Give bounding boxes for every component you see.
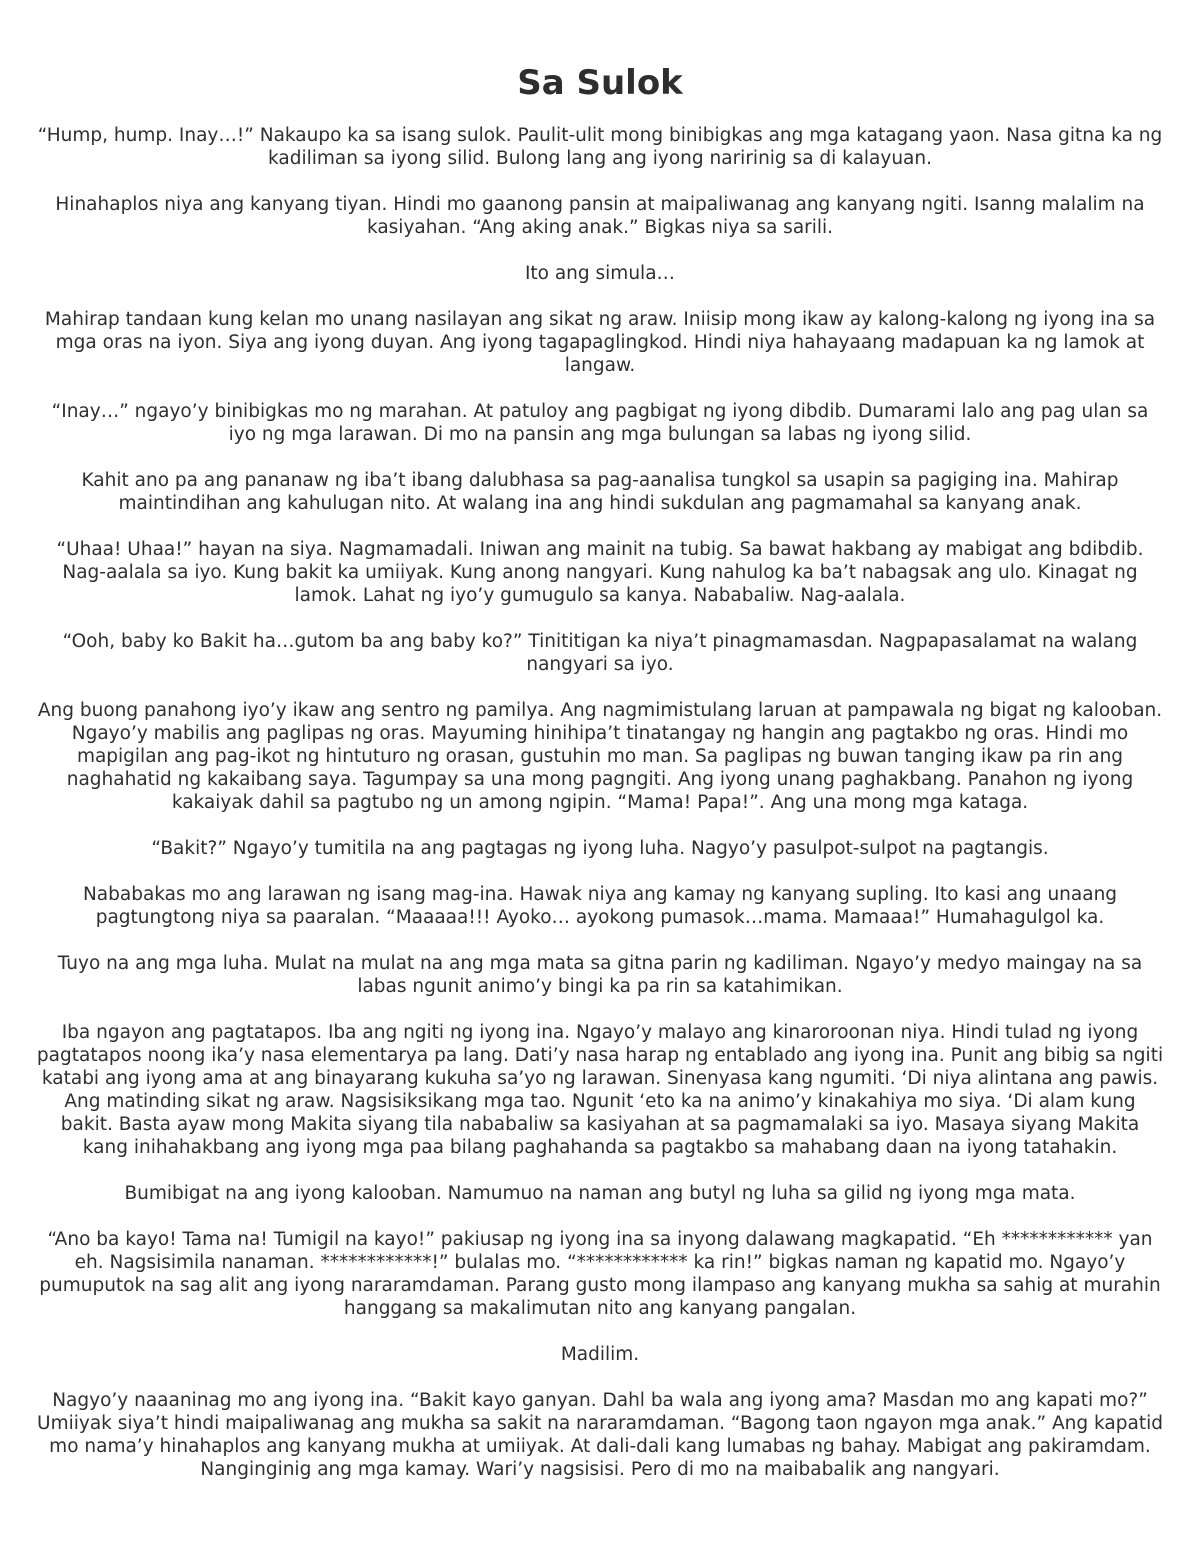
document-page xyxy=(36,58,1164,1504)
document-body xyxy=(36,124,1164,1481)
paragraph-11: Nababakas mo ang larawan ng isang mag-ina. Hawak niya ang kamay ng kanyang supling. Ito kasi ang unaang pagtungtong niya sa paaralan. “Maaaaa!!! Ayoko… ayokong pumasok…mama. Mamaaa!” Humahagulgol ka. xyxy=(82,884,1118,928)
paragraph-12: Tuyo na ang mga luha. Mulat na mulat na ang mga mata sa gitna parin ng kadiliman. Ngayo’y medyo maingay na sa labas ngunit animo’y bingi ka pa rin sa katahimikan. xyxy=(57,953,1143,997)
paragraph-1: “Hump, hump. Inay…!” Nakaupo ka sa isang sulok. Paulit-ulit mong binibigkas ang mga katagang yaon. Nasa gitna ka ng kadiliman sa iyong silid. Bulong lang ang iyong naririnig sa di kalayuan. xyxy=(37,125,1163,169)
paragraph-3: Ito ang simula… xyxy=(524,263,676,284)
paragraph-17: Nagyo’y naaaninag mo ang iyong ina. “Bakit kayo ganyan. Dahl ba wala ang iyong ama? Masdan mo ang kapati mo?” Umiiyak siya’t hindi maipaliwanag ang mukha sa sakit na nararamdaman. “Bagong taon ngayon mga anak.” Ang kapatid mo nama’y hinahaplos ang kanyang mukha at umiiyak. At dali-dali kang lumabas ng bahay. Mabigat ang pakiramdam. Nanginginig ang mga kamay. Wari’y nagsisisi. Pero di mo na maibabalik ang nangyari. xyxy=(37,1390,1163,1480)
paragraph-14: Bumibigat na ang iyong kalooban. Namumuo na naman ang butyl ng luha sa gilid ng iyong mga mata. xyxy=(124,1183,1076,1204)
document-title: Sa Sulok xyxy=(517,63,683,103)
paragraph-16: Madilim. xyxy=(560,1344,640,1365)
paragraph-10: “Bakit?” Ngayo’y tumitila na ang pagtagas ng iyong luha. Nagyo’y pasulpot-sulpot na pagtangis. xyxy=(151,838,1049,859)
paragraph-13: Iba ngayon ang pagtatapos. Iba ang ngiti ng iyong ina. Ngayo’y malayo ang kinaroroonan niya. Hindi tulad ng iyong pagtatapos noong ika’y nasa elementarya pa lang. Dati’y nasa harap ng entablado ang iyong ina. Punit ang bibig sa ngiti katabi ang iyong ama at ang binayarang kukuha sa’yo ng larawan. Sinenyasa kang ngumiti. ‘Di niya alintana ang pawis. Ang matinding sikat ng araw. Nagsisiksikang mga tao. Ngunit ‘eto ka na animo’y kinakahiya mo siya. ‘Di alam kung bakit. Basta ayaw mong Makita siyang tila nababaliw sa kasiyahan at sa pagmamalaki sa iyo. Masaya siyang Makita kang inihahakbang ang iyong mga paa bilang paghahanda sa pagtakbo sa mahabang daan na iyong tatahakin. xyxy=(36,1022,1164,1158)
paragraph-7: “Uhaa! Uhaa!” hayan na siya. Nagmamadali. Iniwan ang mainit na tubig. Sa bawat hakbang ay mabigat ang bdibdib. Nag-aalala sa iyo. Kung bakit ka umiiyak. Kung anong nangyari. Kung nahulog ka ba’t nabagsak ang ulo. Kinagat ng lamok. Lahat ng iyo’y gumugulo sa kanya. Nababaliw. Nag-aalala. xyxy=(56,539,1144,606)
paragraph-6: Kahit ano pa ang pananaw ng iba’t ibang dalubhasa sa pag-aanalisa tungkol sa usapin sa pagiging ina. Mahirap maintindihan ang kahulugan nito. At walang ina ang hindi sukdulan ang pagmamahal sa kanyang anak. xyxy=(81,470,1119,514)
paragraph-9: Ang buong panahong iyo’y ikaw ang sentro ng pamilya. Ang nagmimistulang laruan at pampawala ng bigat ng kalooban. Ngayo’y mabilis ang paglipas ng oras. Mayuming hinihipa’t tinatangay ng hangin ang pagtakbo ng oras. Hindi mo mapigilan ang pag-ikot ng hintuturo ng orasan, gustuhin mo man. Sa paglipas ng buwan tanging ikaw pa rin ang naghahatid ng kakaibang saya. Tagumpay sa una mong pagngiti. Ang iyong unang paghakbang. Panahon ng iyong kakaiyak dahil sa pagtubo ng un among ngipin. “Mama! Papa!”. Ang una mong mga kataga. xyxy=(37,700,1163,813)
paragraph-8: “Ooh, baby ko Bakit ha…gutom ba ang baby ko?” Tinititigan ka niya’t pinagmamasdan. Nagpapasalamat na walang nangyari sa iyo. xyxy=(62,631,1138,675)
paragraph-2: Hinahaplos niya ang kanyang tiyan. Hindi mo gaanong pansin at maipaliwanag ang kanyang ngiti. Isanng malalim na kasiyahan. “Ang aking anak.” Bigkas niya sa sarili. xyxy=(55,194,1145,238)
paragraph-15: “Ano ba kayo! Tama na! Tumigil na kayo!” pakiusap ng iyong ina sa inyong dalawang magkapatid. “Eh ************ yan eh. Nagsisimila nanaman. ************!” bulalas mo. “************ ka rin!” bigkas naman ng kapatid mo. Ngayo’y pumuputok na sag alit ang iyong nararamdaman. Parang gusto mong ilampaso ang kanyang mukha sa sahig at murahin hanggang sa makalimutan nito ang kanyang pangalan. xyxy=(39,1229,1161,1319)
paragraph-4: Mahirap tandaan kung kelan mo unang nasilayan ang sikat ng araw. Iniisip mong ikaw ay kalong-kalong ng iyong ina sa mga oras na iyon. Siya ang iyong duyan. Ang iyong tagapaglingkod. Hindi niya hahayaang madapuan ka ng lamok at langaw. xyxy=(44,309,1156,376)
paragraph-5: “Inay…” ngayo’y binibigkas mo ng marahan. At patuloy ang pagbigat ng iyong dibdib. Dumarami lalo ang pag ulan sa iyo ng mga larawan. Di mo na pansin ang mga bulungan sa labas ng iyong silid. xyxy=(51,401,1149,445)
